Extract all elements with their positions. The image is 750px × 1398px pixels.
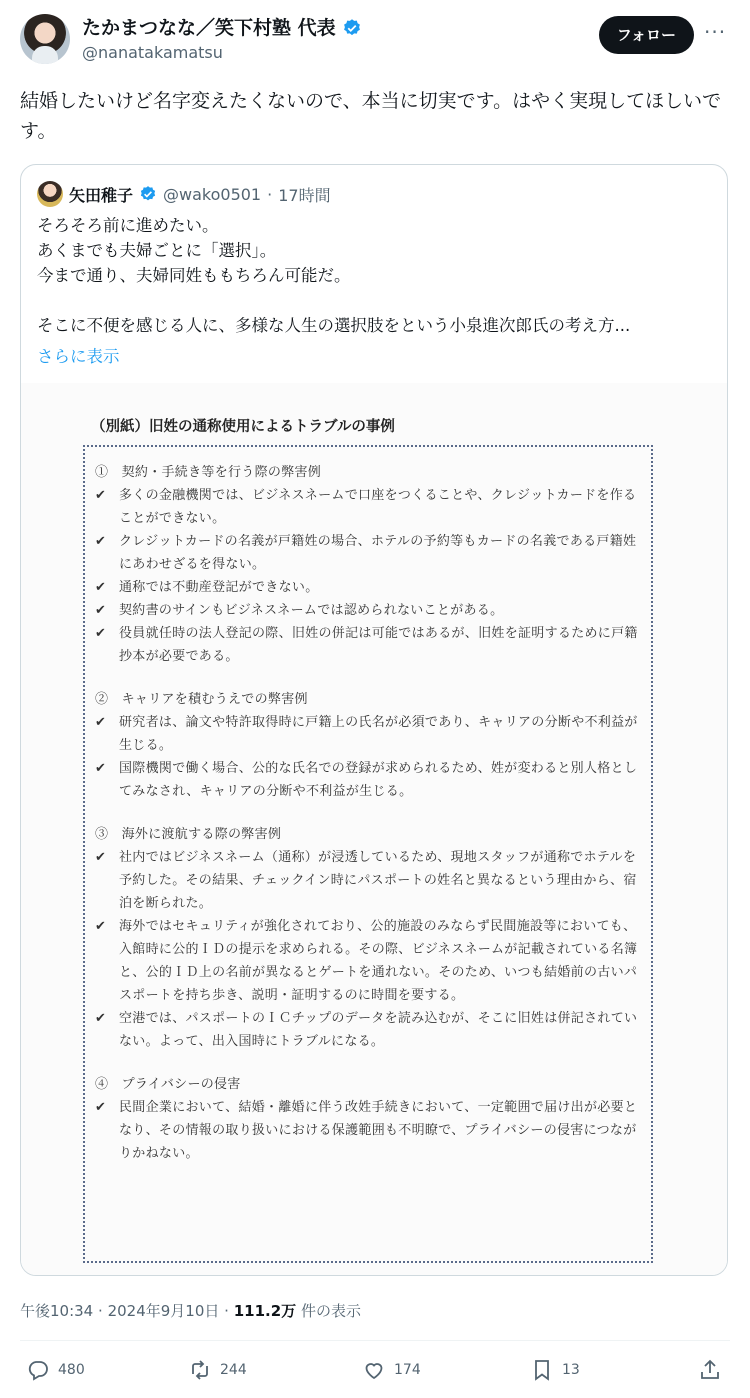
action-bar xyxy=(20,1358,730,1390)
document-list-item xyxy=(95,484,643,530)
document-body xyxy=(95,461,643,1185)
checkmark-icon: ✔ xyxy=(95,715,107,730)
meta-separator: · xyxy=(98,1302,103,1320)
document-list-item-text: 通称では不動産登記ができない。 xyxy=(119,580,319,595)
document-list-item xyxy=(95,1096,643,1165)
tweet-text: 結婚したいけど名字変えたくないので、本当に切実です。はやく実現してほしいです。 xyxy=(20,90,722,142)
document-section xyxy=(95,688,643,803)
attached-document-image[interactable] xyxy=(21,383,727,1275)
quote-text: そろそろ前に進めたい。 あくまでも夫婦ごとに「選択」。 今まで通り、夫婦同姓ももちろん可能だ。 そこに不便を感じる人に、多様な人生の選択肢をという小泉進次郎氏の考え方... xyxy=(37,216,631,335)
quote-author-name: 矢田稚子 xyxy=(69,185,134,205)
document-list-item-text: 社内ではビジネスネーム（通称）が浸透しているため、現地スタッフが通称でホテルを予約した。その結果、チェックイン時にパスポートの姓名と異なるという理由から、宿泊を断られた。 xyxy=(119,850,637,911)
tweet-header xyxy=(20,14,730,66)
document-title: （別紙）旧姓の通称使用によるトラブルの事例 xyxy=(91,418,395,435)
document-section xyxy=(95,461,643,668)
quote-author-avatar xyxy=(37,181,63,207)
document-section-heading: ④ プライバシーの侵害 xyxy=(95,1077,241,1092)
document-list-item xyxy=(95,1007,643,1053)
author-avatar[interactable] xyxy=(20,14,70,64)
document-section xyxy=(95,823,643,1053)
document-list-item-text: 役員就任時の法人登記の際、旧姓の併記は可能ではあるが、旧姓を証明するために戸籍抄本が必要である。 xyxy=(119,626,638,664)
checkmark-icon: ✔ xyxy=(95,1100,107,1115)
document-list-item xyxy=(95,915,643,1007)
checkmark-icon: ✔ xyxy=(95,534,107,549)
document-section xyxy=(95,1073,643,1165)
document-list-item xyxy=(95,576,643,599)
document-frame xyxy=(83,445,653,1263)
quote-header xyxy=(37,181,331,207)
document-list-item xyxy=(95,757,643,803)
document-list-item-text: 国際機関で働く場合、公的な氏名での登録が求められるため、姓が変わると別人格としてみなされ、キャリアの分断や不利益が生じる。 xyxy=(119,761,638,799)
tweet-date[interactable]: 2024年9月10日 xyxy=(107,1302,220,1320)
divider xyxy=(20,1340,730,1341)
document-section-heading: ② キャリアを積むうえでの弊害例 xyxy=(95,692,308,707)
quote-verified-badge-icon xyxy=(139,185,157,203)
author-display-name[interactable] xyxy=(82,16,362,40)
document-list-item xyxy=(95,622,643,668)
reply-icon xyxy=(26,1358,50,1382)
document-list-item-text: クレジットカードの名義が戸籍姓の場合、ホテルの予約等もカードの名義である戸籍姓にあわせざるを得ない。 xyxy=(119,534,637,572)
quote-tweet-card[interactable] xyxy=(20,164,728,1276)
document-list-item xyxy=(95,530,643,576)
checkmark-icon: ✔ xyxy=(95,919,107,934)
checkmark-icon: ✔ xyxy=(95,603,107,618)
checkmark-icon: ✔ xyxy=(95,626,107,641)
quote-separator-dot: · xyxy=(267,184,273,204)
bookmark-count: 13 xyxy=(562,1362,580,1378)
checkmark-icon: ✔ xyxy=(95,761,107,776)
view-count-suffix: 件の表示 xyxy=(296,1302,361,1320)
verified-badge-icon xyxy=(342,18,362,38)
document-list-item-text: 民間企業において、結婚・離婚に伴う改姓手続きにおいて、一定範囲で届け出が必要となり、その情報の取り扱いにおける保護範囲も不明瞭で、プライバシーの侵害につながりかねない。 xyxy=(119,1100,638,1161)
repost-icon xyxy=(188,1358,212,1382)
bookmark-button[interactable] xyxy=(530,1358,580,1382)
reply-count: 480 xyxy=(58,1362,85,1378)
author-name-block xyxy=(82,16,362,64)
quote-timestamp: 17時間 xyxy=(278,185,331,205)
follow-button[interactable]: フォロー xyxy=(599,16,694,54)
share-icon xyxy=(698,1358,722,1382)
repost-count: 244 xyxy=(220,1362,247,1378)
document-list-item xyxy=(95,599,643,622)
view-count: 111.2万 xyxy=(233,1302,297,1320)
heart-icon xyxy=(362,1358,386,1382)
document-list-item-text: 空港では、パスポートのＩＣチップのデータを読み込むが、そこに旧姓は併記されていない。よって、出入国時にトラブルになる。 xyxy=(119,1011,638,1049)
checkmark-icon: ✔ xyxy=(95,580,107,595)
document-list-item-text: 海外ではセキュリティが強化されており、公的施設のみならず民間施設等においても、入館時に公的ＩＤの提示を求められる。その際、ビジネスネームが記載されている名簿と、公的ＩＤ上の名前が異なるとゲートを通れない。そのため、いつも結婚前の古いパスポートを持ち歩き、説明・証明するのに時間を要する。 xyxy=(119,919,638,1003)
author-display-name-text[interactable]: たかまつなな／笑下村塾 代表 xyxy=(82,17,336,39)
author-handle[interactable]: @nanatakamatsu xyxy=(82,43,223,62)
checkmark-icon: ✔ xyxy=(95,1011,107,1026)
repost-button[interactable] xyxy=(188,1358,247,1382)
document-list-item-text: 多くの金融機関では、ビジネスネームで口座をつくることや、クレジットカードを作ることができない。 xyxy=(119,488,637,526)
document-list-item xyxy=(95,846,643,915)
checkmark-icon: ✔ xyxy=(95,850,107,865)
document-list-item-text: 契約書のサインもビジネスネームでは認められないことがある。 xyxy=(119,603,504,618)
like-count: 174 xyxy=(394,1362,421,1378)
more-options-icon[interactable]: ··· xyxy=(704,20,727,44)
share-button[interactable] xyxy=(698,1358,722,1382)
document-list-item xyxy=(95,711,643,757)
show-more-link[interactable]: さらに表示 xyxy=(37,347,120,366)
quote-author-handle: @wako0501 xyxy=(163,184,262,204)
tweet-meta xyxy=(20,1300,361,1322)
document-section-heading: ① 契約・手続き等を行う際の弊害例 xyxy=(95,465,322,480)
checkmark-icon: ✔ xyxy=(95,488,107,503)
like-button[interactable] xyxy=(362,1358,421,1382)
meta-separator-2: · xyxy=(224,1302,229,1320)
document-section-heading: ③ 海外に渡航する際の弊害例 xyxy=(95,827,282,842)
bookmark-icon xyxy=(530,1358,554,1382)
tweet-time[interactable]: 午後10:34 xyxy=(20,1302,94,1320)
document-list-item-text: 研究者は、論文や特許取得時に戸籍上の氏名が必須であり、キャリアの分断や不利益が生じる。 xyxy=(119,715,638,753)
reply-button[interactable] xyxy=(26,1358,85,1382)
